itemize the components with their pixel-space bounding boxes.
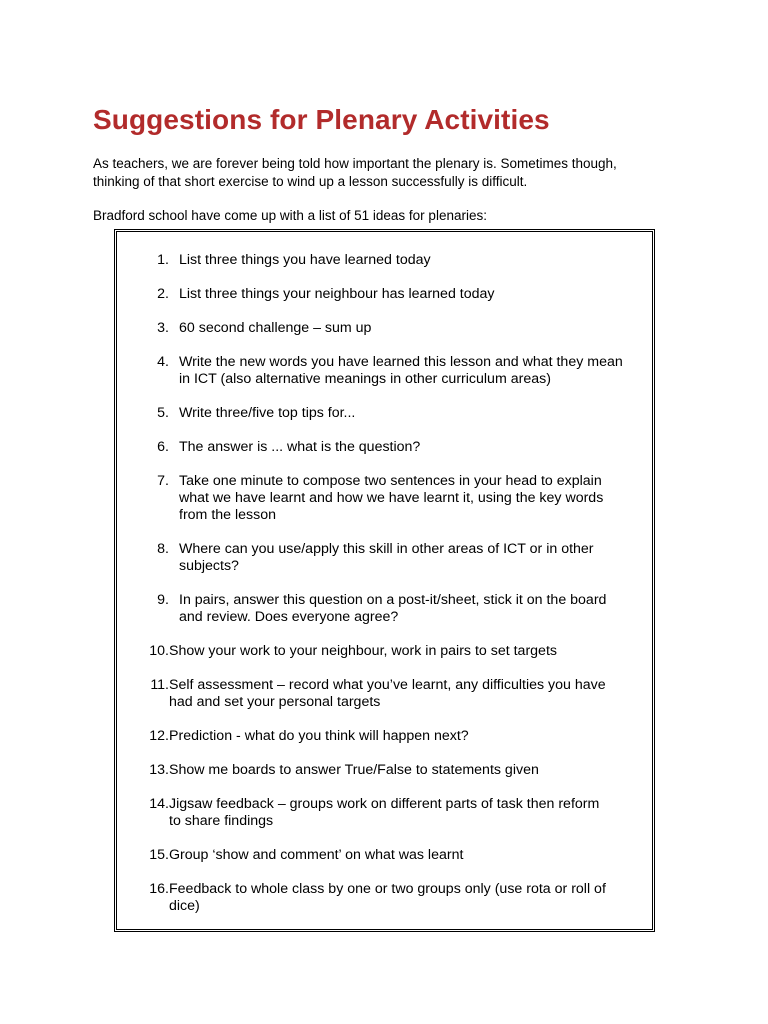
list-item-number: 4. (157, 354, 169, 370)
list-item-text: Jigsaw feedback – groups work on different parts of task then reform to share findings (169, 796, 600, 829)
list-item-number: 8. (157, 541, 169, 557)
list-item-text: In pairs, answer this question on a post-it/sheet, stick it on the board and review. Does everyone agree? (179, 592, 607, 625)
list-item (145, 592, 655, 626)
ideas-box (114, 229, 655, 932)
list-item (145, 252, 655, 269)
list-item-text: Take one minute to compose two sentences in your head to explain what we have learnt and how we have learnt it, using the key words from the lesson (179, 473, 604, 523)
list-item (145, 728, 655, 745)
list-item (145, 881, 655, 915)
list-item-number: 15. (149, 847, 169, 863)
list-item-text: Write three/five top tips for... (179, 405, 356, 421)
lead-paragraph: Bradford school have come up with a list of 51 ideas for plenaries: (93, 208, 487, 223)
list-item (145, 320, 655, 337)
list-item-number: 11. (150, 677, 169, 693)
list-item-text: Write the new words you have learned this lesson and what they mean in ICT (also alternative meanings in other curriculum areas) (179, 354, 623, 387)
list-item-number: 2. (157, 286, 169, 302)
ideas-list (145, 252, 655, 932)
list-item (145, 405, 655, 422)
list-item-number: 5. (157, 405, 169, 421)
list-item (145, 354, 655, 388)
page-title: Suggestions for Plenary Activities (93, 104, 550, 135)
list-item-text: The answer is ... what is the question? (179, 439, 421, 455)
list-item (145, 541, 655, 575)
list-item (145, 847, 655, 864)
list-item (145, 439, 655, 456)
list-item (145, 677, 655, 711)
list-item-text: List three things your neighbour has learned today (179, 286, 495, 302)
list-item-number: 1. (157, 252, 169, 268)
list-item (145, 643, 655, 660)
list-item (145, 796, 655, 830)
list-item-number: 14. (149, 796, 169, 812)
list-item (145, 473, 655, 524)
list-item-number: 7. (157, 473, 169, 489)
list-item-text: Prediction - what do you think will happen next? (169, 728, 469, 744)
list-item-text: Where can you use/apply this skill in other areas of ICT or in other subjects? (179, 541, 594, 574)
list-item-text: Group ‘show and comment’ on what was learnt (169, 847, 464, 863)
list-item-text: Self assessment – record what you’ve learnt, any difficulties you have had and set your personal targets (169, 677, 606, 710)
list-item-number: 3. (157, 320, 169, 336)
list-item-text: Feedback to whole class by one or two groups only (use rota or roll of dice) (169, 881, 606, 914)
list-item-text: Show your work to your neighbour, work in pairs to set targets (169, 643, 557, 659)
list-item-text: Show me boards to answer True/False to statements given (169, 762, 539, 778)
list-item-text: List three things you have learned today (179, 252, 431, 268)
list-item-number: 10. (149, 643, 169, 659)
list-item (145, 286, 655, 303)
list-item-number: 9. (157, 592, 169, 608)
list-item-number: 16. (149, 881, 169, 897)
list-item-number: 12. (149, 728, 169, 744)
intro-paragraph: As teachers, we are forever being told how important the plenary is. Sometimes though, thinking of that short exercise to wind up a lesson successfully is difficult. (93, 156, 617, 189)
list-item-number: 13. (149, 762, 169, 778)
list-item-number: 6. (157, 439, 169, 455)
list-item-text: 60 second challenge – sum up (179, 320, 372, 336)
list-item (145, 762, 655, 779)
